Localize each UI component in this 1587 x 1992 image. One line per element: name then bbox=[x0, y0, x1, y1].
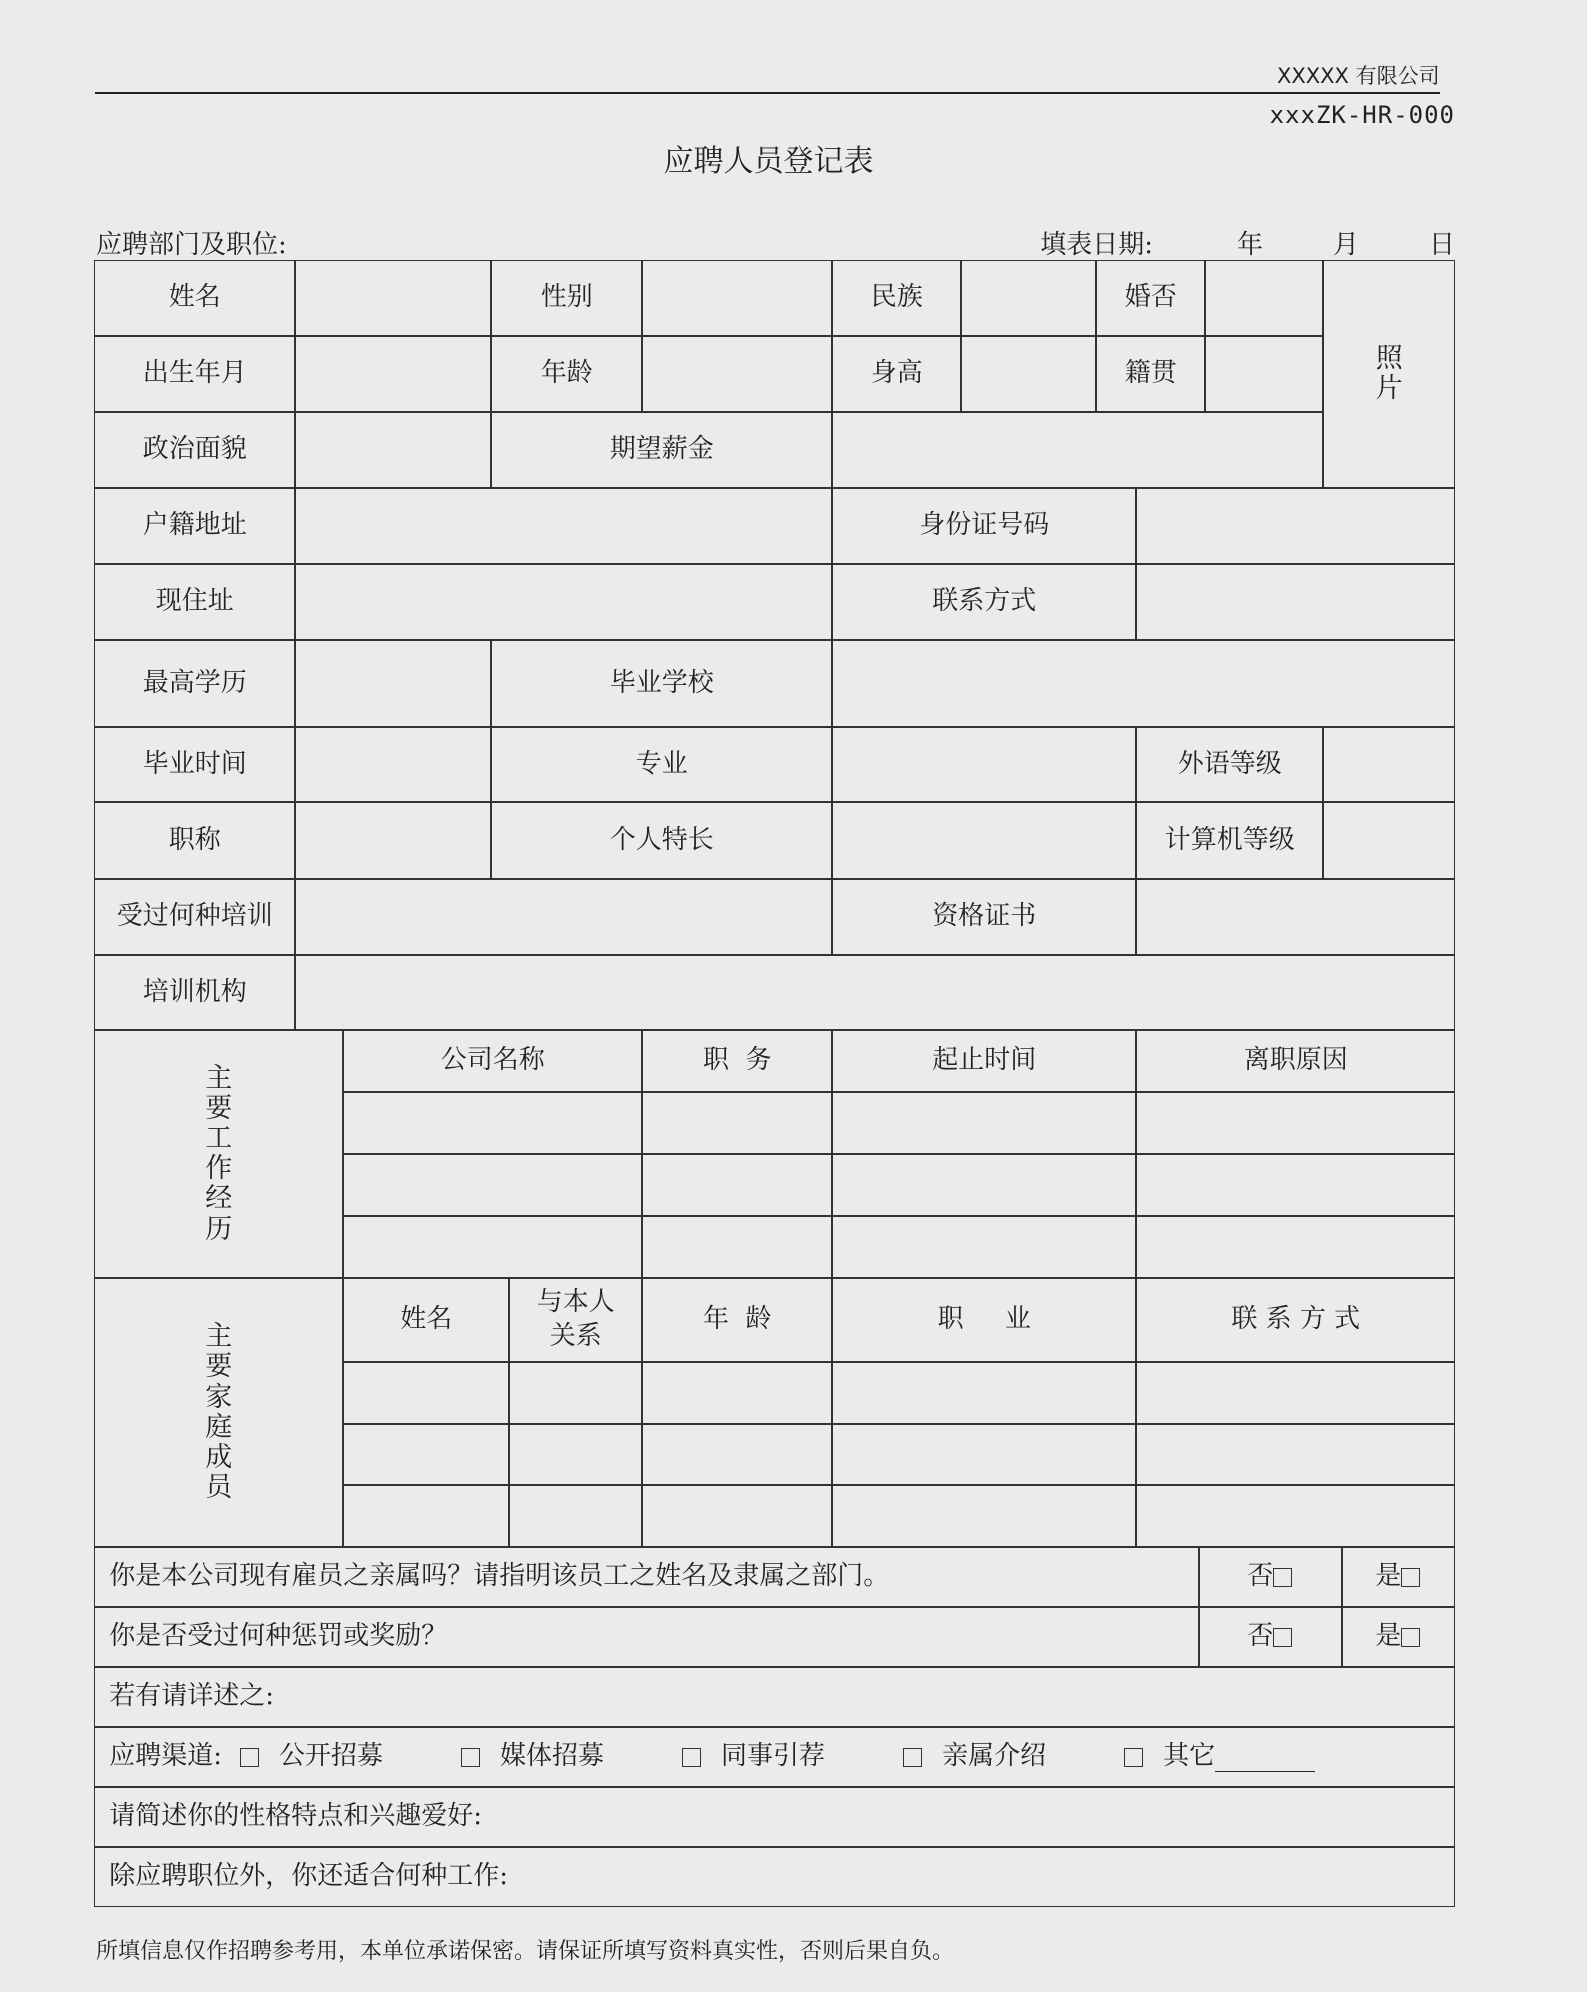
ethnicity-field[interactable] bbox=[961, 260, 1096, 336]
work-header-position: 职 务 bbox=[642, 1030, 832, 1092]
training-institution-label: 培训机构 bbox=[94, 955, 295, 1030]
id-number-field[interactable] bbox=[1136, 488, 1455, 564]
family-header-relation bbox=[509, 1278, 642, 1362]
channel-checkbox[interactable] bbox=[1124, 1748, 1143, 1767]
family-contact-cell[interactable] bbox=[1136, 1485, 1455, 1547]
work-period-cell[interactable] bbox=[832, 1216, 1136, 1278]
no-checkbox[interactable] bbox=[1273, 1628, 1292, 1647]
relation-line: 与本人 bbox=[536, 1287, 615, 1318]
recruitment-channel-row bbox=[94, 1727, 1455, 1787]
political-status-field[interactable] bbox=[295, 412, 491, 488]
channel-colleague[interactable] bbox=[682, 1740, 825, 1774]
work-header-period: 起止时间 bbox=[832, 1030, 1136, 1092]
current-address-field[interactable] bbox=[295, 564, 832, 640]
work-header-company: 公司名称 bbox=[343, 1030, 642, 1092]
channel-text: 媒体招募 bbox=[500, 1741, 605, 1772]
section-char: 成 bbox=[205, 1441, 233, 1473]
birth-field[interactable] bbox=[295, 336, 491, 412]
work-position-cell[interactable] bbox=[642, 1092, 832, 1154]
document-code: xxxZK-HR-000 bbox=[1269, 101, 1455, 129]
channel-text: 其它 bbox=[1163, 1741, 1216, 1772]
marital-label: 婚否 bbox=[1096, 260, 1205, 336]
section-char: 经 bbox=[205, 1183, 233, 1215]
relative-yes-option[interactable] bbox=[1342, 1547, 1455, 1607]
current-address-label: 现住址 bbox=[94, 564, 295, 640]
family-name-cell[interactable] bbox=[343, 1485, 509, 1547]
channel-relative[interactable] bbox=[903, 1740, 1046, 1774]
year-field[interactable] bbox=[1153, 232, 1237, 261]
id-number-label: 身份证号码 bbox=[832, 488, 1136, 564]
hukou-address-label: 户籍地址 bbox=[94, 488, 295, 564]
family-occupation-cell[interactable] bbox=[832, 1424, 1136, 1485]
photo-char: 照 bbox=[1375, 343, 1403, 375]
reward-question: 你是否受过何种惩罚或奖励？ bbox=[94, 1607, 1199, 1667]
political-status-label: 政治面貌 bbox=[94, 412, 295, 488]
marital-field[interactable] bbox=[1205, 260, 1323, 336]
professional-title-label: 职称 bbox=[94, 802, 295, 879]
expected-salary-field[interactable] bbox=[832, 412, 1323, 488]
month-label: 月 bbox=[1332, 230, 1359, 260]
work-experience-section-label bbox=[94, 1030, 343, 1278]
day-field[interactable] bbox=[1359, 232, 1429, 261]
expected-salary-label: 期望薪金 bbox=[491, 412, 832, 488]
other-suitable-work-row[interactable]: 除应聘职位外，你还适合何种工作: bbox=[94, 1847, 1455, 1907]
fill-date bbox=[1040, 224, 1455, 261]
professional-title-field[interactable] bbox=[295, 802, 491, 879]
school-label: 毕业学校 bbox=[491, 640, 832, 727]
work-company-cell[interactable] bbox=[343, 1216, 642, 1278]
header-divider bbox=[95, 92, 1440, 94]
family-name-cell[interactable] bbox=[343, 1362, 509, 1424]
section-char: 要 bbox=[205, 1351, 233, 1383]
age-label: 年龄 bbox=[491, 336, 642, 412]
no-label: 否 bbox=[1247, 1621, 1274, 1652]
specialty-field[interactable] bbox=[832, 802, 1136, 879]
family-contact-cell[interactable] bbox=[1136, 1362, 1455, 1424]
work-position-cell[interactable] bbox=[642, 1216, 832, 1278]
no-label: 否 bbox=[1247, 1561, 1274, 1592]
form-title: 应聘人员登记表 bbox=[663, 144, 874, 179]
name-label: 姓名 bbox=[94, 260, 295, 336]
yes-checkbox[interactable] bbox=[1401, 1568, 1420, 1587]
channel-label: 应聘渠道: bbox=[109, 1741, 223, 1772]
major-label: 专业 bbox=[491, 727, 832, 802]
family-name-cell[interactable] bbox=[343, 1424, 509, 1485]
family-relation-cell[interactable] bbox=[509, 1485, 642, 1547]
education-field[interactable] bbox=[295, 640, 491, 727]
work-company-cell[interactable] bbox=[343, 1154, 642, 1216]
computer-level-label: 计算机等级 bbox=[1136, 802, 1323, 879]
specialty-label: 个人特长 bbox=[491, 802, 832, 879]
name-field[interactable] bbox=[295, 260, 491, 336]
age-field[interactable] bbox=[642, 336, 832, 412]
day-label: 日 bbox=[1428, 230, 1455, 260]
family-section-label bbox=[94, 1278, 343, 1547]
family-age-cell[interactable] bbox=[642, 1362, 832, 1424]
personality-hobbies-row[interactable]: 请简述你的性格特点和兴趣爱好: bbox=[94, 1787, 1455, 1847]
details-row[interactable]: 若有请详述之: bbox=[94, 1667, 1455, 1727]
registration-form-table bbox=[95, 261, 1456, 1906]
channel-text: 公开招募 bbox=[279, 1741, 384, 1772]
ethnicity-label: 民族 bbox=[832, 260, 961, 336]
foreign-language-label: 外语等级 bbox=[1136, 727, 1323, 802]
work-period-cell[interactable] bbox=[832, 1154, 1136, 1216]
computer-level-field[interactable] bbox=[1323, 802, 1455, 879]
school-field[interactable] bbox=[832, 640, 1455, 727]
relation-line: 关系 bbox=[549, 1321, 602, 1352]
family-contact-cell[interactable] bbox=[1136, 1424, 1455, 1485]
certificate-label: 资格证书 bbox=[832, 879, 1136, 955]
hukou-address-field[interactable] bbox=[295, 488, 832, 564]
relative-no-option[interactable] bbox=[1199, 1547, 1342, 1607]
photo-box[interactable] bbox=[1323, 260, 1455, 488]
photo-char: 片 bbox=[1375, 373, 1403, 405]
year-label: 年 bbox=[1236, 230, 1263, 260]
section-char: 工 bbox=[205, 1123, 233, 1155]
channel-checkbox[interactable] bbox=[682, 1748, 701, 1767]
department-position-label: 应聘部门及职位: bbox=[96, 230, 287, 260]
training-field[interactable] bbox=[295, 879, 832, 955]
training-label: 受过何种培训 bbox=[94, 879, 295, 955]
yes-label: 是 bbox=[1375, 1561, 1402, 1592]
section-char: 主 bbox=[205, 1321, 233, 1353]
channel-media[interactable] bbox=[461, 1740, 604, 1774]
family-occupation-cell[interactable] bbox=[832, 1362, 1136, 1424]
family-header-age: 年 龄 bbox=[642, 1278, 832, 1362]
relative-question: 你是本公司现有雇员之亲属吗？请指明该员工之姓名及隶属之部门。 bbox=[94, 1547, 1199, 1607]
graduation-time-field[interactable] bbox=[295, 727, 491, 802]
yes-checkbox[interactable] bbox=[1401, 1628, 1420, 1647]
height-field[interactable] bbox=[961, 336, 1096, 412]
family-age-cell[interactable] bbox=[642, 1485, 832, 1547]
section-char: 主 bbox=[205, 1062, 233, 1094]
fill-date-label: 填表日期: bbox=[1040, 230, 1153, 260]
channel-checkbox[interactable] bbox=[240, 1748, 259, 1767]
native-place-field[interactable] bbox=[1205, 336, 1323, 412]
work-period-cell[interactable] bbox=[832, 1092, 1136, 1154]
section-char: 家 bbox=[205, 1381, 233, 1413]
work-company-cell[interactable] bbox=[343, 1092, 642, 1154]
family-header-contact: 联 系 方 式 bbox=[1136, 1278, 1455, 1362]
native-place-label: 籍贯 bbox=[1096, 336, 1205, 412]
yes-label: 是 bbox=[1375, 1621, 1402, 1652]
work-header-leave-reason: 离职原因 bbox=[1136, 1030, 1455, 1092]
company-name: XXXXX 有限公司 bbox=[1277, 64, 1440, 88]
work-position-cell[interactable] bbox=[642, 1154, 832, 1216]
graduation-time-label: 毕业时间 bbox=[94, 727, 295, 802]
foreign-language-field[interactable] bbox=[1323, 727, 1455, 802]
reward-no-option[interactable] bbox=[1199, 1607, 1342, 1667]
section-char: 历 bbox=[205, 1213, 233, 1245]
education-label: 最高学历 bbox=[94, 640, 295, 727]
work-reason-cell[interactable] bbox=[1136, 1216, 1455, 1278]
channel-public[interactable] bbox=[240, 1740, 383, 1774]
contact-label: 联系方式 bbox=[832, 564, 1136, 640]
certificate-field[interactable] bbox=[1136, 879, 1455, 955]
no-checkbox[interactable] bbox=[1273, 1568, 1292, 1587]
channel-checkbox[interactable] bbox=[903, 1748, 922, 1767]
contact-field[interactable] bbox=[1136, 564, 1455, 640]
family-occupation-cell[interactable] bbox=[832, 1485, 1136, 1547]
family-relation-cell[interactable] bbox=[509, 1424, 642, 1485]
family-age-cell[interactable] bbox=[642, 1424, 832, 1485]
training-institution-field[interactable] bbox=[295, 955, 1455, 1030]
gender-label: 性别 bbox=[491, 260, 642, 336]
family-relation-cell[interactable] bbox=[509, 1362, 642, 1424]
channel-checkbox[interactable] bbox=[461, 1748, 480, 1767]
section-char: 员 bbox=[205, 1472, 233, 1504]
channel-other[interactable] bbox=[1124, 1740, 1315, 1774]
work-reason-cell[interactable] bbox=[1136, 1154, 1455, 1216]
channel-text: 亲属介绍 bbox=[942, 1741, 1047, 1772]
major-field[interactable] bbox=[832, 727, 1136, 802]
work-reason-cell[interactable] bbox=[1136, 1092, 1455, 1154]
section-char: 作 bbox=[205, 1153, 233, 1185]
section-char: 庭 bbox=[205, 1411, 233, 1443]
confidentiality-note: 所填信息仅作招聘参考用，本单位承诺保密。请保证所填写资料真实性，否则后果自负。 bbox=[96, 1939, 955, 1964]
reward-yes-option[interactable] bbox=[1342, 1607, 1455, 1667]
other-channel-field[interactable] bbox=[1215, 1743, 1315, 1772]
section-char: 要 bbox=[205, 1092, 233, 1124]
height-label: 身高 bbox=[832, 336, 961, 412]
family-header-occupation: 职 业 bbox=[832, 1278, 1136, 1362]
birth-label: 出生年月 bbox=[94, 336, 295, 412]
family-header-name: 姓名 bbox=[343, 1278, 509, 1362]
gender-field[interactable] bbox=[642, 260, 832, 336]
channel-text: 同事引荐 bbox=[721, 1741, 826, 1772]
month-field[interactable] bbox=[1263, 232, 1333, 261]
